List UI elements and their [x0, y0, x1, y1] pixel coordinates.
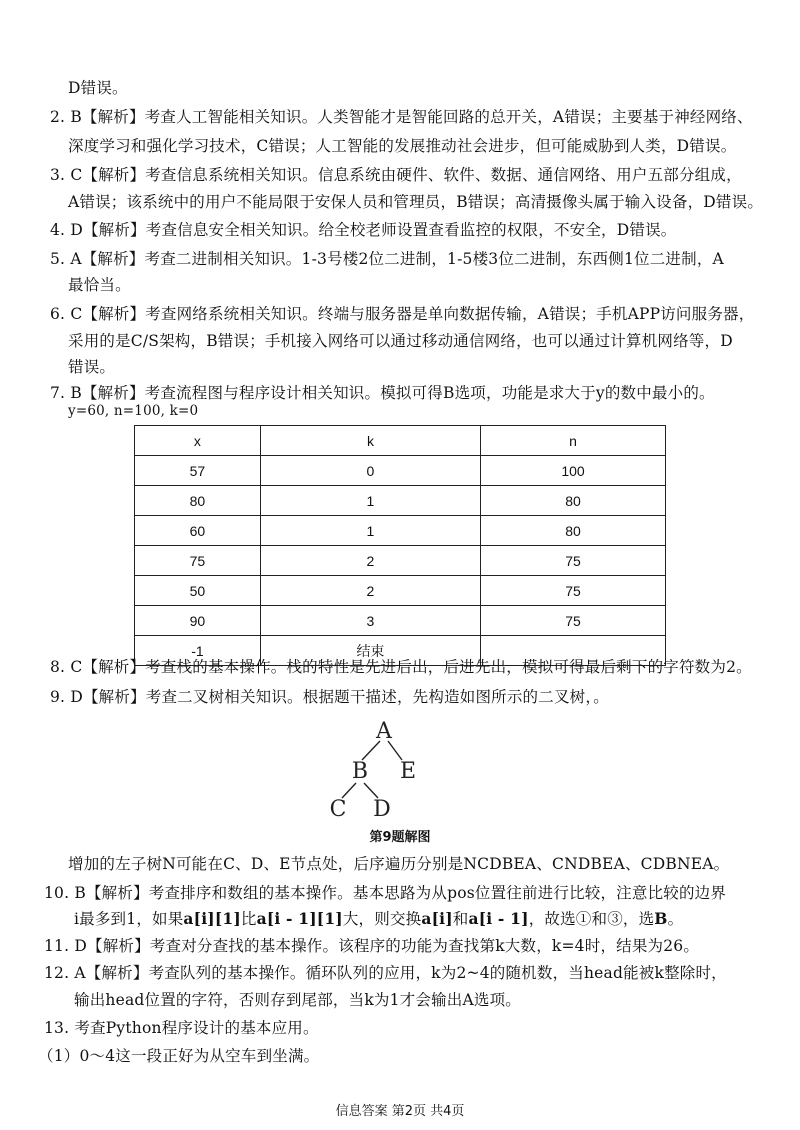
table-cell: 80 — [481, 516, 666, 546]
code-span: a[i - 1][1] — [256, 909, 343, 928]
tree-node-d: D — [373, 797, 391, 822]
init-values: y=60, n=100, k=0 — [68, 403, 199, 419]
table-cell: 60 — [135, 516, 261, 546]
table-cell: 2 — [260, 576, 480, 606]
table-cell: 100 — [481, 456, 666, 486]
text-line: A错误；该系统中的用户不能局限于安保人员和管理员，B错误；高清摄像头属于输入设备，D错误。 — [68, 193, 764, 211]
text-span: ，故选①和③，选 — [528, 910, 655, 928]
answer-3: 3. C【解析】考查信息系统相关知识。信息系统由硬件、软件、数据、通信网络、用户五部分组成， — [50, 166, 742, 184]
text-span: 和 — [452, 910, 469, 928]
tree-node-a: A — [376, 719, 392, 744]
text-span: i最多到1，如果 — [74, 910, 184, 928]
answer-4: 4. D【解析】考查信息安全相关知识。给全校老师设置查看监控的权限，不安全，D错误。 — [50, 221, 677, 239]
answer-12: 12. A【解析】考查队列的基本操作。循环队列的应用，k为2~4的随机数，当head能被k整除时， — [44, 964, 727, 982]
table-cell: 75 — [481, 546, 666, 576]
column-header: k — [260, 426, 480, 456]
simulation-table — [134, 425, 666, 666]
page-footer: 信息答案 第2页 共4页 — [335, 1104, 465, 1119]
table-row — [135, 606, 666, 636]
table-cell: 80 — [135, 486, 261, 516]
column-header: n — [481, 426, 666, 456]
answer-11: 11. D【解析】考查对分查找的基本操作。该程序的功能为查找第k大数，k=4时，结果为26。 — [44, 937, 700, 955]
text-span: 。 — [667, 910, 684, 928]
table-cell: 75 — [481, 576, 666, 606]
text-line: 最恰当。 — [68, 276, 131, 294]
table-cell: 结束 — [260, 636, 480, 666]
answer-7: 7. B【解析】考查流程图与程序设计相关知识。模拟可得B选项，功能是求大于y的数中最小的。 — [50, 384, 715, 402]
table-header-row — [135, 426, 666, 456]
tree-edge — [342, 783, 356, 798]
text-line: 增加的左子树N可能在C、D、E节点处，后序遍历分别是NCDBEA、CNDBEA、CDBNEA。 — [68, 855, 730, 873]
tree-node-c: C — [329, 797, 347, 822]
table-cell: 75 — [481, 606, 666, 636]
text-line: 错误。 — [68, 358, 116, 376]
text-line: D错误。 — [68, 79, 128, 97]
table-cell: 3 — [260, 606, 480, 636]
text-line: 采用的是C/S架构，B错误；手机接入网络可以通过移动通信网络，也可以通过计算机网络等，D — [68, 332, 733, 350]
answer-6: 6. C【解析】考查网络系统相关知识。终端与服务器是单向数据传输，A错误；手机APP访问服务器， — [50, 305, 755, 323]
text-line: 输出head位置的字符，否则存到尾部，当k为1才会输出A选项。 — [74, 991, 521, 1009]
answer-13: 13. 考查Python程序设计的基本应用。 — [44, 1019, 319, 1037]
tree-node-b: B — [351, 759, 369, 784]
text-line — [74, 908, 683, 930]
answer-5: 5. A【解析】考查二进制相关知识。1-3号楼2位二进制，1-5楼3位二进制，东西侧1位二进制，A — [50, 250, 724, 268]
table-row — [135, 546, 666, 576]
table-cell: 90 — [135, 606, 261, 636]
tree-node-e: E — [399, 759, 417, 784]
figure-caption: 第9题解图 — [369, 830, 431, 845]
table-cell: 2 — [260, 546, 480, 576]
table-cell: 50 — [135, 576, 261, 606]
code-span: a[i - 1] — [468, 909, 529, 928]
text-line: 深度学习和强化学习技术，C错误；人工智能的发展推动社会进步，但可能威胁到人类，D错误。 — [68, 137, 737, 155]
code-span: a[i][1] — [183, 909, 241, 928]
answer-9: 9. D【解析】考查二叉树相关知识。根据题干描述，先构造如图所示的二叉树，。 — [50, 688, 609, 706]
column-header: x — [135, 426, 261, 456]
table-cell: 75 — [135, 546, 261, 576]
answer-10: 10. B【解析】考查排序和数组的基本操作。基本思路为从pos位置往前进行比较，注意比较的边界 — [44, 884, 727, 902]
table-cell: 1 — [260, 516, 480, 546]
table-cell: 1 — [260, 486, 480, 516]
text-span: 比 — [240, 910, 257, 928]
table-cell: 80 — [481, 486, 666, 516]
table-row — [135, 456, 666, 486]
table-row — [135, 486, 666, 516]
tree-edge — [364, 783, 378, 798]
table-row — [135, 516, 666, 546]
answer-8: 8. C【解析】考查栈的基本操作。栈的特性是先进后出，后进先出，模拟可得最后剩下的字符数为2。 — [50, 658, 752, 676]
binary-tree-diagram — [320, 718, 440, 828]
text-span: 大，则交换 — [342, 910, 422, 928]
sub-answer-1: （1）0～4这一段正好为从空车到坐满。 — [38, 1047, 320, 1065]
table-cell: -1 — [135, 636, 261, 666]
answer-2: 2. B【解析】考查人工智能相关知识。人类智能才是智能回路的总开关，A错误；主要基于神经网络、 — [50, 108, 753, 126]
table-cell: 0 — [260, 456, 480, 486]
code-span: a[i] — [421, 909, 453, 928]
table-cell: 57 — [135, 456, 261, 486]
table-row — [135, 576, 666, 606]
answer-letter: B — [654, 909, 668, 928]
